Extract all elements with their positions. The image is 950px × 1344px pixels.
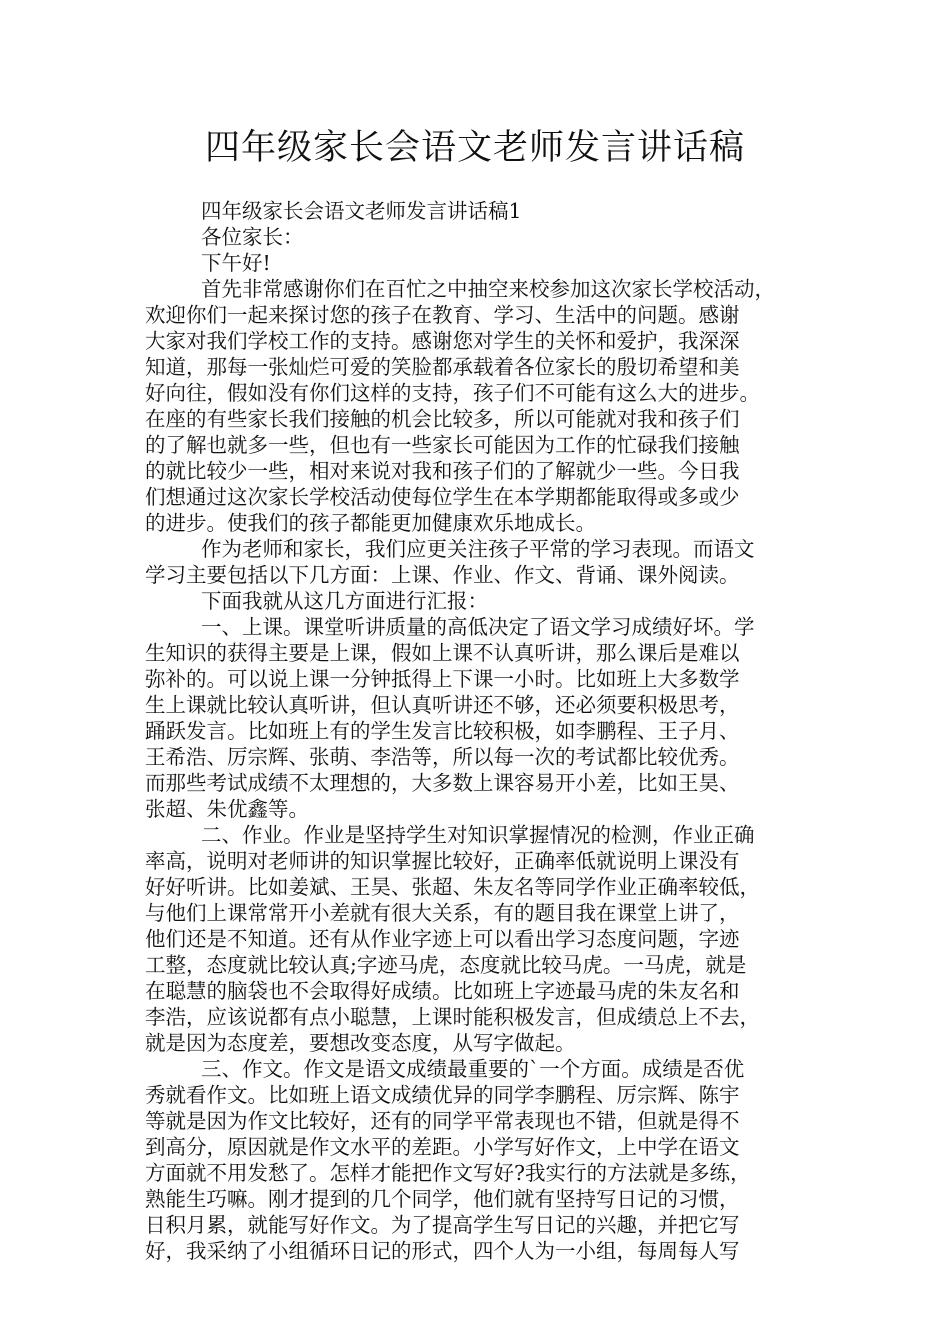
- text-line: 就是因为态度差，要想改变态度，从写字做起。: [145, 1031, 576, 1055]
- text-line: 三、作文。作文是语文成绩最重要的`一个方面。成绩是否优: [201, 1057, 745, 1081]
- text-line: 到高分，原因就是作文水平的差距。小学写好作文，上中学在语文: [145, 1135, 740, 1159]
- text-line: 四年级家长会语文老师发言讲话稿1: [201, 199, 522, 223]
- text-line: 秀就看作文。比如班上语文成绩优异的同学李鹏程、厉宗辉、陈宇: [145, 1083, 740, 1107]
- text-line: 等就是因为作文比较好，还有的同学平常表现也不错，但就是得不: [145, 1109, 740, 1133]
- text-line: 踊跃发言。比如班上有的学生发言比较积极，如李鹏程、王子月、: [145, 719, 740, 743]
- text-line: 的就比较少一些，相对来说对我和孩子们的了解就少一些。今日我: [145, 459, 740, 483]
- text-line: 在座的有些家长我们接触的机会比较多，所以可能就对我和孩子们: [145, 407, 740, 431]
- text-line: 们想通过这次家长学校活动使每位学生在本学期都能取得或多或少: [145, 485, 740, 509]
- text-line: 率高，说明对老师讲的知识掌握比较好，正确率低就说明上课没有: [145, 849, 740, 873]
- text-line: 李浩，应该说都有点小聪慧，上课时能积极发言，但成绩总上不去，: [145, 1005, 760, 1029]
- text-line: 生上课就比较认真听讲，但认真听讲还不够，还必须要积极思考，: [145, 693, 740, 717]
- text-line: 他们还是不知道。还有从作业字迹上可以看出学习态度问题，字迹: [145, 927, 740, 951]
- text-line: 在聪慧的脑袋也不会取得好成绩。比如班上字迹最马虎的朱友名和: [145, 979, 740, 1003]
- text-line: 一、上课。课堂听讲质量的高低决定了语文学习成绩好坏。学: [201, 615, 755, 639]
- text-line: 王希浩、厉宗辉、张萌、李浩等，所以每一次的考试都比较优秀。: [145, 745, 740, 769]
- text-line: 大家对我们学校工作的支持。感谢您对学生的关怀和爱护，我深深: [145, 329, 740, 353]
- text-line: 弥补的。可以说上课一分钟抵得上下课一小时。比如班上大多数学: [145, 667, 740, 691]
- text-line: 知道，那每一张灿烂可爱的笑脸都承载着各位家长的殷切希望和美: [145, 355, 740, 379]
- text-line: 与他们上课常常开小差就有很大关系，有的题目我在课堂上讲了，: [145, 901, 740, 925]
- text-line: 下午好!: [201, 251, 271, 275]
- text-line: 张超、朱优鑫等。: [145, 797, 309, 821]
- document-title: 四年级家长会语文老师发言讲话稿: [204, 128, 745, 168]
- text-line: 工整，态度就比较认真;字迹马虎，态度就比较马虎。一马虎，就是: [145, 953, 747, 977]
- text-line: 首先非常感谢你们在百忙之中抽空来校参加这次家长学校活动，: [201, 277, 775, 301]
- text-line: 好，我采纳了小组循环日记的形式，四个人为一小组，每周每人写: [145, 1239, 740, 1263]
- text-line: 学习主要包括以下几方面：上课、作业、作文、背诵、课外阅读。: [145, 563, 740, 587]
- text-line: 日积月累，就能写好作文。为了提高学生写日记的兴趣，并把它写: [145, 1213, 740, 1237]
- text-line: 二、作业。作业是坚持学生对知识掌握情况的检测，作业正确: [201, 823, 755, 847]
- text-line: 下面我就从这几方面进行汇报：: [201, 589, 488, 613]
- text-line: 方面就不用发愁了。怎样才能把作文写好?我实行的方法就是多练，: [145, 1161, 751, 1185]
- text-line: 各位家长：: [201, 225, 304, 249]
- text-line: 的进步。使我们的孩子都能更加健康欢乐地成长。: [145, 511, 596, 535]
- text-line: 而那些考试成绩不太理想的，大多数上课容易开小差，比如王昊、: [145, 771, 740, 795]
- document-body: [145, 198, 810, 1264]
- text-line: 作为老师和家长，我们应更关注孩子平常的学习表现。而语文: [201, 537, 755, 561]
- text-line: 好好听讲。比如姜斌、王昊、张超、朱友名等同学作业正确率较低，: [145, 875, 760, 899]
- text-line: 生知识的获得主要是上课，假如上课不认真听讲，那么课后是难以: [145, 641, 740, 665]
- text-line: 的了解也就多一些，但也有一些家长可能因为工作的忙碌我们接触: [145, 433, 740, 457]
- text-line: 熟能生巧嘛。刚才提到的几个同学，他们就有坚持写日记的习惯，: [145, 1187, 740, 1211]
- text-line: 欢迎你们一起来探讨您的孩子在教育、学习、生活中的问题。感谢: [145, 303, 740, 327]
- text-line: 好向往，假如没有你们这样的支持，孩子们不可能有这么大的进步。: [145, 381, 760, 405]
